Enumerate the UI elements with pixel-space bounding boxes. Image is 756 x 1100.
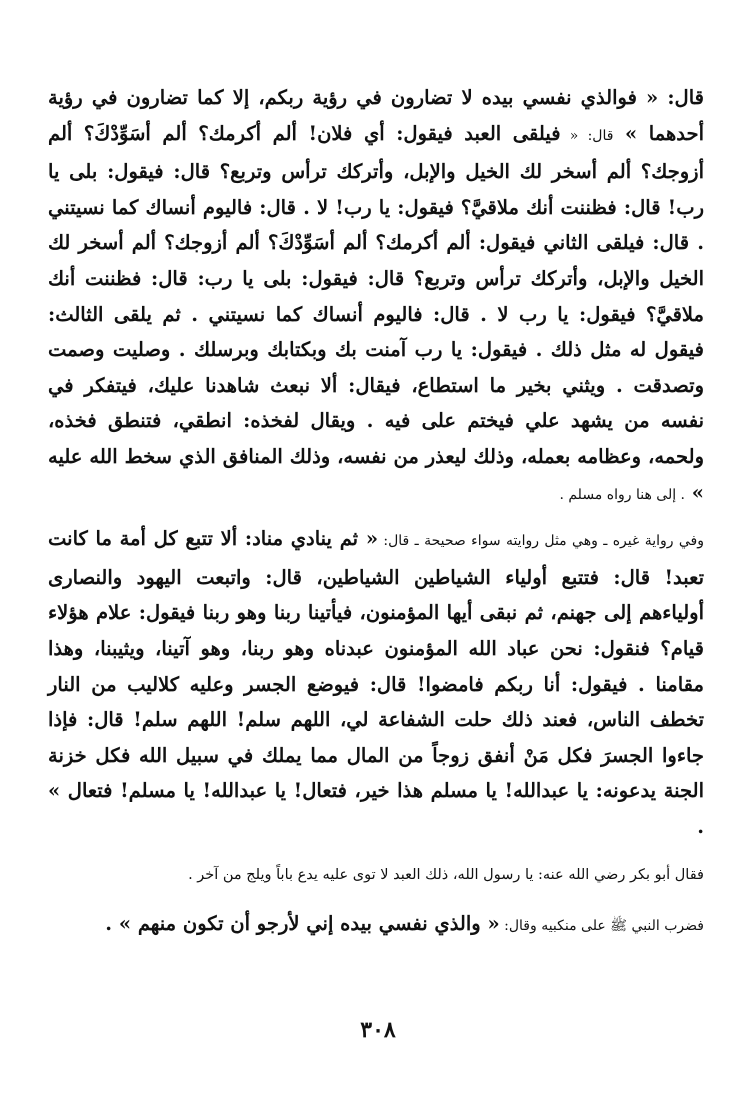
source-note: . إلى هنا رواه مسلم . xyxy=(559,486,686,503)
closing-paragraph xyxy=(48,906,704,945)
page-number: ٣٠٨ xyxy=(360,1017,396,1043)
book-page xyxy=(48,80,704,945)
narrator-note: قال: « xyxy=(560,127,614,144)
hadith-paragraph-2 xyxy=(48,521,704,844)
hadith-paragraph-1 xyxy=(48,80,704,513)
hadith-text-second: « ثم ينادي مناد: ألا تتبع كل أمة ما كانت تعبد! قال: فتتبع أولياء الشياطين الشياطين، قال: واتبعت اليهود والنصارى أولياءهم إلى جهنم، ثم نبقى أيها المؤمنون، فيأتينا ربنا وهو ربنا فيقول: علام هؤلاء قيام؟ فنقول: نحن عباد الله المؤمنون عبدناه وهو ربنا، وهو آتينا، ويثيبنا، وهذا مقامنا . فيقول: أنا ربكم فامضوا! قال: فيوضع الجسر وعليه كلاليب من النار تخطف الناس، فعند ذلك حلت الشفاعة لي، اللهم سلم! اللهم سلم! قال: فإذا جاءوا الجسرَ فكل مَنْ أنفق زوجاً من المال مما يملك في سبيل الله فكل خزنة الجنة يدعونه: يا عبدالله! يا مسلم هذا خير، فتعال! يا عبدالله! يا مسلم! فتعال » . xyxy=(48,527,704,838)
abu-bakr-text: فقال أبو بكر رضي الله عنه: يا رسول الله، ذلك العبد لا توى عليه يدع باباً ويلج من آخر . xyxy=(188,867,704,884)
abu-bakr-paragraph xyxy=(48,860,704,890)
narration-intro: وفي رواية غيره ـ وهي مثل روايته سواء صحيحة ـ قال: xyxy=(378,533,704,550)
hadith-text-main: فيلقى العبد فيقول: أي فلان! ألم أكرمك؟ ألم أسَوِّدْكَ؟ ألم أزوجك؟ ألم أسخر لك الخيل والإبل، وأتركك ترأس وتربع؟ قال: فيقول: بلى يا رب! قال: فظننت أنك ملاقيَّ؟ فيقول: يا رب! لا . قال: فاليوم أنساك كما نسيتني . قال: فيلقى الثاني فيقول: ألم أكرمك؟ ألم أسَوِّدْكَ؟ ألم أزوجك؟ ألم أسخر لك الخيل والإبل، وأتركك ترأس وتربع؟ قال: فيقول: بلى يا رب: قال: فظننت أنك ملاقيَّ؟ فيقول: يا رب لا . قال: فاليوم أنساك كما نسيتني . ثم يلقى الثالث: فيقول له مثل ذلك . فيقول: يا رب آمنت بك وبكتابك وبرسلك . وصليت وصمت وتصدقت . ويثني بخير ما استطاع، فيقال: ألا نبعث شاهدنا عليك، فيتفكر في نفسه من يشهد علي فيختم على فيه . ويقال لفخذه: انطقي، فتنطق فخذه، ولحمه، وعظامه بعمله، وذلك ليعذر من نفسه، وذلك المنافق الذي سخط الله عليه » xyxy=(48,121,704,504)
hadith-text-opening: قال: « فوالذي نفسي بيده لا تضارون في رؤية ربكم، إلا كما تضارون في رؤية أحدهما » xyxy=(48,86,705,145)
closing-hadith-text: « والذي نفسي بيده إني لأرجو أن تكون منهم » . xyxy=(105,912,500,936)
closing-intro: فضرب النبي ﷺ على منكبيه وقال: xyxy=(499,918,704,935)
